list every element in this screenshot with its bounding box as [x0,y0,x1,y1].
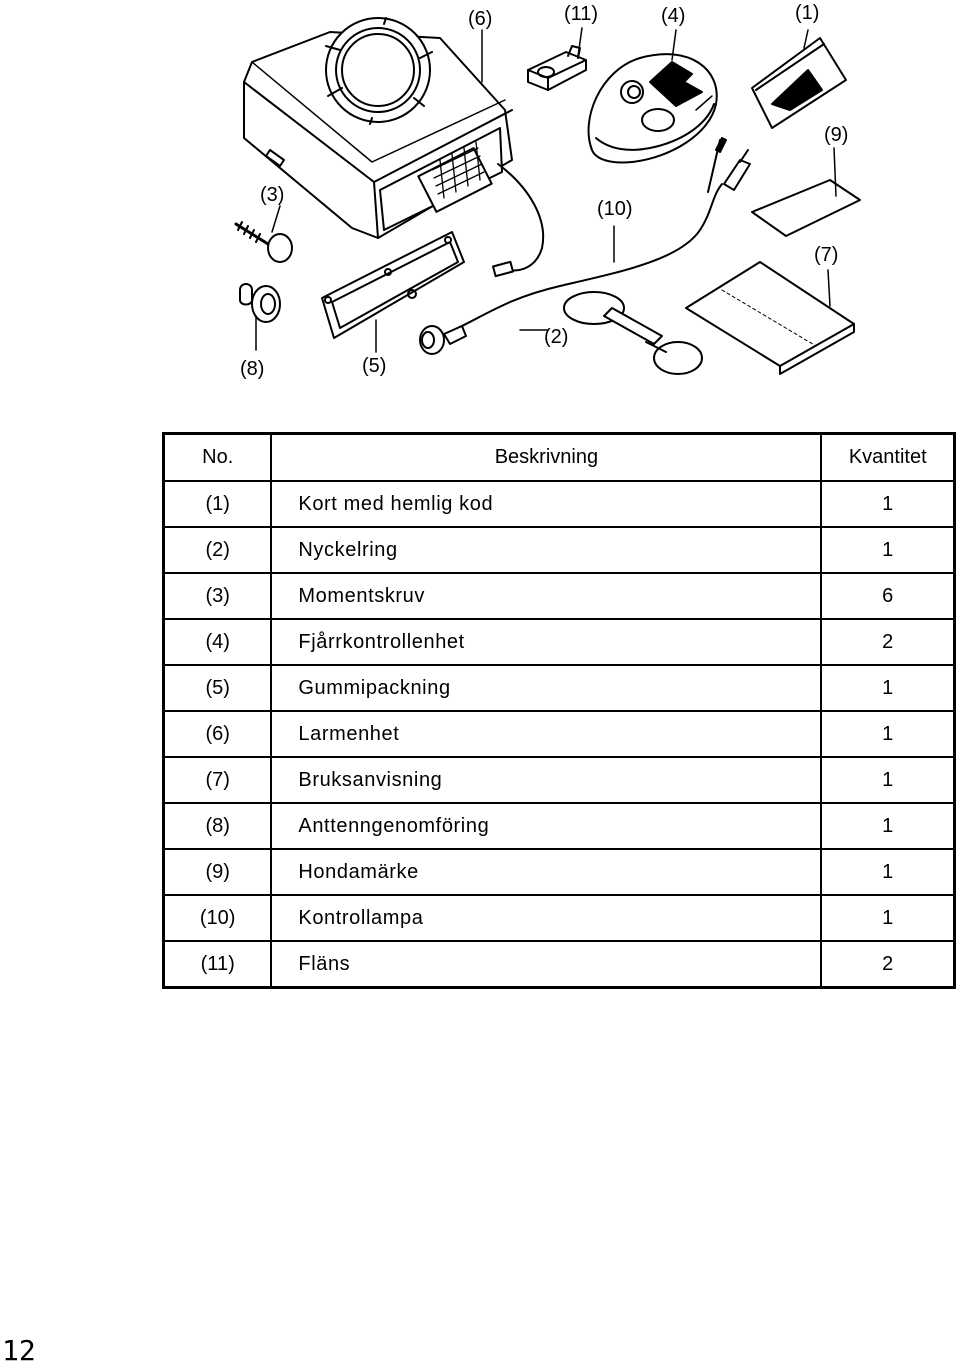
row-no: (1) [164,481,272,527]
table-row [164,849,955,895]
table-row [164,757,955,803]
row-no: (11) [164,941,272,988]
key-ring-drawing [564,292,702,374]
row-quantity: 1 [821,803,954,849]
honda-mark-drawing [752,180,860,236]
row-quantity: 2 [882,952,894,975]
row-no: (10) [164,895,272,941]
callout-10: (10) [597,198,633,220]
row-description: Kontrollampa [271,895,821,941]
table-header-row [164,434,955,482]
callout-2: (2) [544,326,569,348]
callout-1: (1) [795,2,820,24]
row-no: (7) [164,757,272,803]
row-quantity: 2 [821,619,954,665]
callout-6: (6) [468,8,493,30]
header-description: Beskrivning [271,434,821,482]
table-row [164,941,955,988]
callout-9: (9) [824,124,849,146]
row-description: Nyckelring [271,527,821,573]
row-quantity: 1 [821,665,954,711]
row-description: Fläns [271,941,821,988]
row-quantity: 1 [821,757,954,803]
row-no: (4) [164,619,272,665]
rubber-gasket-drawing [322,232,464,338]
row-quantity: 1 [821,895,954,941]
callout-5: (5) [362,355,387,377]
row-description: Gummipackning [271,665,821,711]
torque-screw-drawing [236,222,292,262]
row-description: Anttenngenomföring [271,803,821,849]
table-row [164,895,955,941]
header-no: No. [164,434,272,482]
table-row [164,481,955,527]
row-quantity: 6 [821,573,954,619]
callout-11: (11) [564,3,599,25]
secret-code-card-drawing [752,38,846,128]
row-no: (8) [164,803,272,849]
callout-8: (8) [240,358,265,380]
remote-control-drawing [589,54,717,162]
table-row [164,803,955,849]
table-row [164,527,955,573]
row-no: (9) [164,849,272,895]
table-row [164,619,955,665]
row-description: Bruksanvisning [271,757,821,803]
page-number: 12 [2,1334,36,1367]
row-description: Hondamärke [271,849,821,895]
table-row [164,573,955,619]
row-description: Larmenhet [271,711,821,757]
row-no: (3) [164,573,272,619]
flange-drawing [528,46,586,90]
row-no: (6) [164,711,272,757]
row-quantity: 1 [821,711,954,757]
parts-table [162,432,956,989]
parts-illustration [0,0,960,420]
table-row [164,711,955,757]
row-no: (2) [164,527,272,573]
antenna-grommet-drawing [240,284,280,322]
row-quantity: 1 [821,527,954,573]
parts-diagram [0,0,960,420]
header-quantity: Kvantitet [821,434,954,482]
row-description: Kort med hemlig kod [271,481,821,527]
row-quantity: 1 [821,849,954,895]
row-description: Momentskruv [271,573,821,619]
callout-3: (3) [260,184,285,206]
callout-7: (7) [814,244,839,266]
row-no: (5) [164,665,272,711]
callout-4: (4) [661,5,686,27]
row-description: Fjårrkontrollenhet [271,619,821,665]
row-quantity: 1 [821,481,954,527]
table-row [164,665,955,711]
